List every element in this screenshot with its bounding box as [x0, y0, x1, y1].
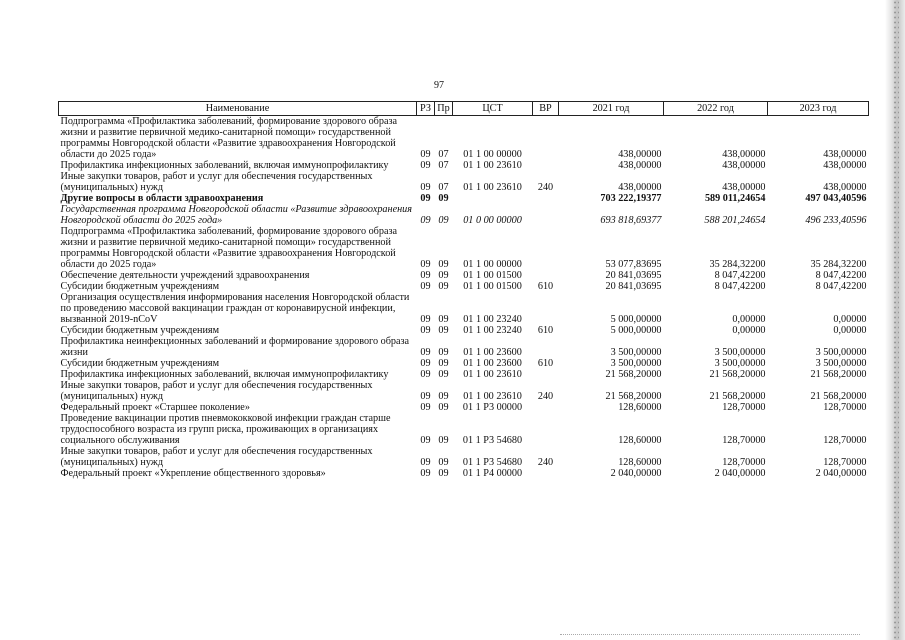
cell-2022: 35 284,32200	[709, 259, 766, 270]
cell-rz: 09	[420, 347, 431, 358]
cell-2023: 496 233,40596	[805, 215, 867, 226]
header-cst: ЦСТ	[453, 102, 533, 116]
cell-2023: 35 284,32200	[810, 259, 867, 270]
cell-cst: 01 1 P4 00000	[462, 468, 523, 479]
header-row	[59, 102, 869, 116]
cell-rz: 09	[420, 259, 431, 270]
cell-pr: 07	[438, 149, 449, 160]
table-row	[59, 336, 869, 358]
header-2021: 2021 год	[559, 102, 664, 116]
cell-vr: 240	[537, 391, 554, 402]
table-row	[59, 171, 869, 193]
cell-name: Государственная программа Новгородской области «Развитие здравоохранения Новгородской области до 2025 года»	[60, 204, 412, 226]
cell-vr	[533, 468, 559, 479]
cell-rz: 09	[420, 325, 431, 336]
cell-name: Проведение вакцинации против пневмококковой инфекции граждан старше трудоспособного возраста из групп риска, проживающих в организациях социального обслуживания	[60, 413, 391, 446]
cell-name: Иные закупки товаров, работ и услуг для обеспечения государственных (муниципальных) нужд	[60, 446, 373, 468]
cell-vr	[533, 193, 559, 204]
cell-2021: 20 841,03695	[605, 270, 662, 281]
cell-vr	[533, 116, 559, 161]
header-2023: 2023 год	[768, 102, 869, 116]
cell-rz: 09	[420, 435, 431, 446]
budget-table	[58, 101, 869, 479]
cell-2023: 0,00000	[833, 325, 867, 336]
cell-2023: 3 500,00000	[815, 358, 867, 369]
cell-2022: 128,70000	[722, 435, 766, 446]
table-header	[59, 102, 869, 116]
table-row	[59, 281, 869, 292]
table-row	[59, 292, 869, 325]
cell-rz: 09	[420, 391, 431, 402]
cell-rz: 09	[420, 402, 431, 413]
cell-2022: 3 500,00000	[714, 347, 766, 358]
cell-name: Профилактика неинфекционных заболеваний и формирование здорового образа жизни	[60, 336, 410, 358]
cell-rz: 09	[420, 468, 431, 479]
cell-2023: 438,00000	[823, 149, 867, 160]
table-body	[59, 116, 869, 480]
cell-cst	[453, 193, 533, 204]
cell-pr: 09	[438, 358, 449, 369]
cell-pr: 09	[438, 391, 449, 402]
cell-rz: 09	[420, 369, 431, 380]
cell-pr: 09	[438, 270, 449, 281]
cell-name: Федеральный проект «Старшее поколение»	[60, 402, 250, 413]
cell-2023: 2 040,00000	[815, 468, 867, 479]
table-row	[59, 270, 869, 281]
cell-cst: 01 0 00 00000	[463, 215, 522, 226]
cell-pr: 09	[438, 402, 449, 413]
cell-name: Обеспечение деятельности учреждений здравоохранения	[60, 270, 310, 281]
cell-cst: 01 1 00 01500	[463, 281, 522, 292]
cell-rz: 09	[420, 457, 431, 468]
cell-2021: 693 818,69377	[600, 215, 662, 226]
cell-2022: 438,00000	[722, 182, 766, 193]
cell-2023: 128,70000	[823, 435, 867, 446]
cell-vr	[533, 160, 559, 171]
cell-name: Субсидии бюджетным учреждениям	[60, 281, 220, 292]
cell-pr: 09	[438, 468, 449, 479]
table-row	[59, 402, 869, 413]
cell-cst: 01 1 00 23600	[463, 347, 522, 358]
cell-pr: 09	[438, 215, 449, 226]
cell-2023: 438,00000	[823, 160, 867, 171]
table-row	[59, 468, 869, 479]
page-number: 97	[434, 80, 444, 91]
cell-vr: 610	[537, 358, 554, 369]
cell-vr	[533, 336, 559, 358]
cell-vr	[533, 270, 559, 281]
cell-name: Субсидии бюджетным учреждениям	[60, 325, 220, 336]
cell-name: Федеральный проект «Укрепление общественного здоровья»	[60, 468, 326, 479]
cell-2021: 5 000,00000	[610, 325, 662, 336]
cell-2023: 8 047,42200	[815, 281, 867, 292]
header-rz: РЗ	[417, 102, 435, 116]
cell-cst: 01 1 P3 00000	[462, 402, 523, 413]
table-row	[59, 369, 869, 380]
cell-2023: 128,70000	[823, 457, 867, 468]
cell-vr: 240	[537, 182, 554, 193]
cell-name: Субсидии бюджетным учреждениям	[60, 358, 220, 369]
cell-2021: 3 500,00000	[610, 347, 662, 358]
table-row	[59, 116, 869, 161]
cell-rz: 09	[420, 182, 431, 193]
cell-pr: 09	[438, 369, 449, 380]
table-row	[59, 380, 869, 402]
cell-2022: 589 011,24654	[704, 193, 766, 204]
cell-2021: 53 077,83695	[605, 259, 662, 270]
cell-cst: 01 1 00 23610	[463, 391, 522, 402]
cell-name: Другие вопросы в области здравоохранения	[60, 193, 264, 204]
cell-cst: 01 1 P3 54680	[462, 457, 523, 468]
cell-2021: 438,00000	[618, 182, 662, 193]
cell-2021: 5 000,00000	[610, 314, 662, 325]
cell-name: Иные закупки товаров, работ и услуг для обеспечения государственных (муниципальных) нужд	[60, 380, 373, 402]
cell-pr: 09	[438, 314, 449, 325]
cell-pr: 09	[438, 281, 449, 292]
cell-pr: 09	[438, 457, 449, 468]
cell-cst: 01 1 P3 54680	[462, 435, 523, 446]
cell-2023: 0,00000	[833, 314, 867, 325]
cell-2022: 8 047,42200	[714, 281, 766, 292]
table-row	[59, 325, 869, 336]
table-row	[59, 413, 869, 446]
cell-rz: 09	[420, 281, 431, 292]
cell-pr: 09	[438, 325, 449, 336]
header-name: Наименование	[59, 102, 417, 116]
cell-2021: 21 568,20000	[605, 369, 662, 380]
cell-2021: 128,60000	[618, 435, 662, 446]
table-row	[59, 193, 869, 204]
header-2022: 2022 год	[664, 102, 768, 116]
cell-2022: 0,00000	[732, 325, 766, 336]
cell-2021: 21 568,20000	[605, 391, 662, 402]
cell-name: Профилактика инфекционных заболеваний, включая иммунопрофилактику	[60, 369, 389, 380]
cell-2021: 128,60000	[618, 402, 662, 413]
cell-rz: 09	[420, 314, 431, 325]
cell-vr	[533, 204, 559, 226]
scan-bottom-noise	[560, 634, 860, 637]
cell-vr	[533, 413, 559, 446]
cell-2022: 3 500,00000	[714, 358, 766, 369]
cell-cst: 01 1 00 01500	[463, 270, 522, 281]
cell-2022: 128,70000	[722, 457, 766, 468]
cell-rz: 09	[420, 193, 431, 204]
cell-vr	[533, 369, 559, 380]
scan-edge-noise	[893, 0, 899, 640]
cell-2023: 438,00000	[823, 182, 867, 193]
cell-2021: 128,60000	[618, 457, 662, 468]
cell-rz: 09	[420, 160, 431, 171]
cell-vr: 610	[537, 325, 554, 336]
cell-2022: 21 568,20000	[709, 391, 766, 402]
table-row	[59, 446, 869, 468]
cell-rz: 09	[420, 358, 431, 369]
cell-cst: 01 1 00 00000	[463, 259, 522, 270]
cell-cst: 01 1 00 23610	[463, 369, 522, 380]
cell-cst: 01 1 00 00000	[463, 149, 522, 160]
cell-pr: 07	[438, 182, 449, 193]
cell-pr: 09	[438, 347, 449, 358]
table-row	[59, 204, 869, 226]
cell-cst: 01 1 00 23610	[463, 182, 522, 193]
cell-2023: 8 047,42200	[815, 270, 867, 281]
table-row	[59, 358, 869, 369]
cell-2022: 8 047,42200	[714, 270, 766, 281]
cell-vr: 610	[537, 281, 554, 292]
cell-name: Подпрограмма «Профилактика заболеваний, формирование здорового образа жизни и развитие первичной медико-санитарной помощи» государственной программы Новгородской области «Развитие здравоохранения Новгородской области до 2025 года»	[60, 226, 398, 270]
cell-cst: 01 1 00 23600	[463, 358, 522, 369]
cell-name: Иные закупки товаров, работ и услуг для обеспечения государственных (муниципальных) нужд	[60, 171, 373, 193]
cell-vr: 240	[537, 457, 554, 468]
header-pr: Пр	[435, 102, 453, 116]
table-row	[59, 226, 869, 270]
cell-vr	[533, 292, 559, 325]
cell-cst: 01 1 00 23240	[463, 314, 522, 325]
cell-pr: 07	[438, 160, 449, 171]
cell-2021: 20 841,03695	[605, 281, 662, 292]
cell-2023: 21 568,20000	[810, 391, 867, 402]
cell-pr: 09	[438, 259, 449, 270]
table-row	[59, 160, 869, 171]
cell-2023: 128,70000	[823, 402, 867, 413]
cell-2023: 21 568,20000	[810, 369, 867, 380]
cell-2021: 2 040,00000	[610, 468, 662, 479]
cell-2022: 438,00000	[722, 160, 766, 171]
cell-pr: 09	[438, 193, 449, 204]
cell-name: Организация осуществления информирования населения Новгородской области по проведению массовой вакцинации граждан от коронавирусной инфекции, вызванной 2019-nCoV	[60, 292, 410, 325]
cell-cst: 01 1 00 23240	[463, 325, 522, 336]
cell-2022: 438,00000	[722, 149, 766, 160]
cell-2022: 0,00000	[732, 314, 766, 325]
cell-2021: 438,00000	[618, 149, 662, 160]
cell-2022: 128,70000	[722, 402, 766, 413]
cell-name: Подпрограмма «Профилактика заболеваний, формирование здорового образа жизни и развитие первичной медико-санитарной помощи» государственной программы Новгородской области «Развитие здравоохранения Новгородской области до 2025 года»	[60, 116, 398, 160]
cell-rz: 09	[420, 149, 431, 160]
cell-cst: 01 1 00 23610	[463, 160, 522, 171]
cell-2021: 3 500,00000	[610, 358, 662, 369]
cell-vr	[533, 402, 559, 413]
cell-2023: 497 043,40596	[805, 193, 867, 204]
cell-2021: 438,00000	[618, 160, 662, 171]
cell-2023: 3 500,00000	[815, 347, 867, 358]
cell-pr: 09	[438, 435, 449, 446]
cell-name: Профилактика инфекционных заболеваний, включая иммунопрофилактику	[60, 160, 389, 171]
cell-vr	[533, 226, 559, 270]
cell-rz: 09	[420, 215, 431, 226]
cell-2022: 21 568,20000	[709, 369, 766, 380]
header-vr: ВР	[533, 102, 559, 116]
cell-2021: 703 222,19377	[600, 193, 662, 204]
cell-2022: 588 201,24654	[704, 215, 766, 226]
cell-2022: 2 040,00000	[714, 468, 766, 479]
cell-rz: 09	[420, 270, 431, 281]
